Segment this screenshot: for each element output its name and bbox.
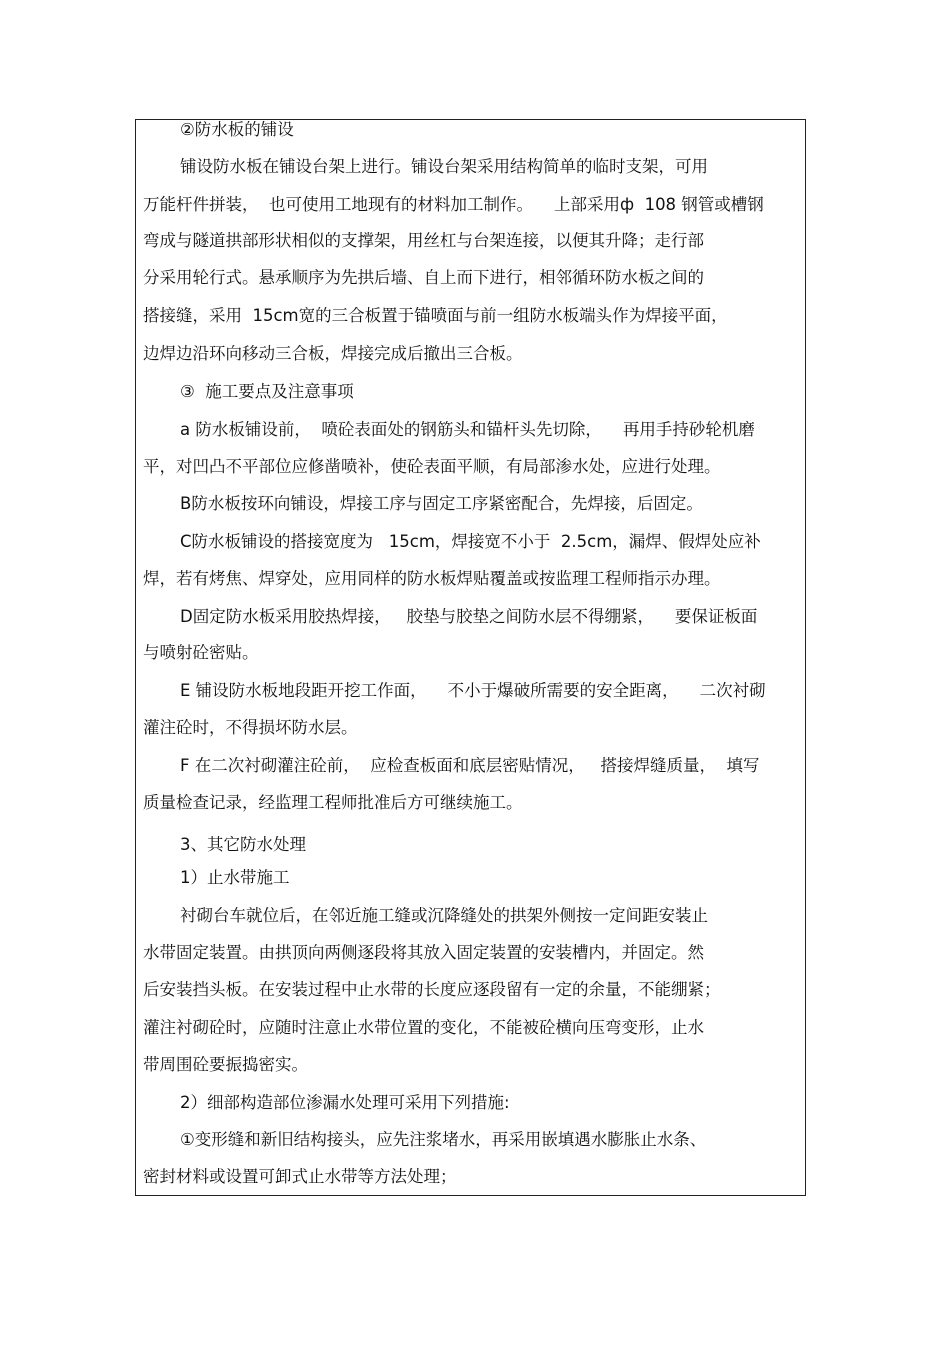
text-line: 带周围砼要振捣密实。 (143, 1055, 308, 1074)
text-line: 后安装挡头板。在安装过程中止水带的长度应逐段留有一定的余量，不能绷紧； (143, 980, 721, 999)
text-line: 边焊边沿环向移动三合板，焊接完成后撤出三合板。 (143, 344, 523, 363)
text-line: C防水板铺设的搭接宽度为 15cm，焊接宽不小于 2.5cm，漏焊、假焊处应补 (180, 532, 761, 551)
text-line: ①变形缝和新旧结构接头，应先注浆堵水，再采用嵌填遇水膨胀止水条、 (180, 1130, 707, 1149)
text-line: 焊，若有烤焦、焊穿处，应用同样的防水板焊贴覆盖或按监理工程师指示办理。 (143, 569, 721, 588)
text-line: 水带固定装置。由拱顶向两侧逐段将其放入固定装置的安装槽内，并固定。然 (143, 943, 704, 962)
text-line: 灌注衬砌砼时，应随时注意止水带位置的变化，不能被砼横向压弯变形，止水 (143, 1018, 704, 1037)
text-line: ②防水板的铺设 (180, 120, 294, 139)
text-line: D固定防水板采用胶热焊接， 胶垫与胶垫之间防水层不得绷紧， 要保证板面 (180, 607, 758, 626)
text-line: 衬砌台车就位后，在邻近施工缝或沉降缝处的拱架外侧按一定间距安装止 (180, 906, 708, 925)
text-line: F 在二次衬砌灌注砼前， 应检查板面和底层密贴情况， 搭接焊缝质量， 填写 (180, 756, 760, 775)
text-line: B防水板按环向铺设，焊接工序与固定工序紧密配合，先焊接，后固定。 (180, 494, 703, 513)
text-line: 密封材料或设置可卸式止水带等方法处理； (143, 1167, 457, 1186)
text-line: 3、其它防水处理 (180, 835, 306, 854)
content-frame (135, 119, 806, 1196)
text-line: 万能杆件拼装， 也可使用工地现有的材料加工制作。 上部采用ф 108 钢管或槽钢 (143, 195, 764, 214)
text-line: a 防水板铺设前， 喷砼表面处的钢筋头和锚杆头先切除， 再用手持砂轮机磨 (180, 420, 755, 439)
text-line: 分采用轮行式。悬承顺序为先拱后墙、自上而下进行，相邻循环防水板之间的 (143, 268, 704, 287)
text-line: 与喷射砼密贴。 (143, 643, 259, 662)
text-line: E 铺设防水板地段距开挖工作面， 不小于爆破所需要的安全距离， 二次衬砌 (180, 681, 766, 700)
text-line: 平，对凹凸不平部位应修凿喷补，使砼表面平顺，有局部渗水处，应进行处理。 (143, 457, 721, 476)
text-line: 1）止水带施工 (180, 868, 290, 887)
text-line: 2）细部构造部位渗漏水处理可采用下列措施: (180, 1093, 510, 1112)
text-line: 灌注砼时，不得损坏防水层。 (143, 718, 358, 737)
text-line: 搭接缝，采用 15cm宽的三合板置于锚喷面与前一组防水板端头作为焊接平面， (143, 306, 728, 325)
text-line: 铺设防水板在铺设台架上进行。铺设台架采用结构简单的临时支架，可用 (180, 157, 708, 176)
text-line: ③ 施工要点及注意事项 (180, 382, 354, 401)
text-line: 质量检查记录，经监理工程师批准后方可继续施工。 (143, 793, 523, 812)
text-line: 弯成与隧道拱部形状相似的支撑架，用丝杠与台架连接，以便其升降；走行部 (143, 231, 704, 250)
